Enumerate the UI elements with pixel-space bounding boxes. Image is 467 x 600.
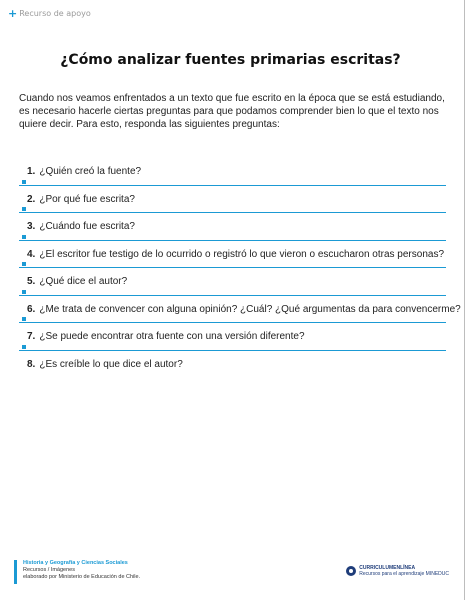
question-row[interactable] xyxy=(19,268,446,296)
question-row[interactable] xyxy=(19,213,446,241)
footer-subject: Historia y Geografía y Ciencias Sociales xyxy=(23,560,128,566)
question-label: ¿Es creíble lo que dice el autor? xyxy=(39,358,183,370)
footer-text xyxy=(23,560,140,584)
question-number: 8. xyxy=(27,358,36,370)
question-text xyxy=(27,276,127,287)
brand-tagline: Recursos para el aprendizaje MINEDUC xyxy=(359,571,449,577)
question-row[interactable] xyxy=(19,158,446,186)
brand-logo[interactable] xyxy=(346,565,449,577)
answer-line-marker xyxy=(22,262,26,266)
curriculum-logo-icon xyxy=(346,566,356,576)
question-text xyxy=(27,166,141,177)
question-row[interactable] xyxy=(19,351,446,379)
page-title: ¿Cómo analizar fuentes primarias escritas? xyxy=(60,52,401,68)
question-list xyxy=(19,158,461,378)
question-text xyxy=(27,221,135,232)
resource-tag-label: Recurso de apoyo xyxy=(19,9,91,18)
answer-line-marker xyxy=(22,180,26,184)
question-text xyxy=(27,249,444,260)
question-number: 5. xyxy=(27,276,36,287)
page-border xyxy=(464,0,465,600)
question-number: 3. xyxy=(27,221,36,232)
question-text xyxy=(27,331,305,342)
question-label: ¿El escritor fue testigo de lo ocurrido o registró lo que vieron o escucharon otras personas? xyxy=(39,248,445,260)
question-label: ¿Cuándo fue escrita? xyxy=(39,221,135,232)
brand-name: CURRICULUMENLÍNEA xyxy=(359,565,416,571)
question-number: 6. xyxy=(27,303,36,315)
intro-paragraph: Cuando nos veamos enfrentados a un texto que fue escrito en la época que se está estudiando, es necesario hacerle ciertas preguntas para que podamos comprender bien lo que el texto nos quiere decir. Para esto, responda las siguientes preguntas: xyxy=(19,93,445,130)
question-label: ¿Por qué fue escrita? xyxy=(39,193,135,205)
question-row[interactable] xyxy=(19,296,461,324)
resource-tag[interactable] xyxy=(8,8,91,19)
footer-credits xyxy=(14,560,140,584)
answer-line-marker xyxy=(22,345,26,349)
brand-text xyxy=(359,565,449,577)
footer-resources: Recursos / Imágenes xyxy=(23,567,75,573)
answer-line-marker xyxy=(22,235,26,239)
question-label: ¿Qué dice el autor? xyxy=(39,276,128,287)
answer-line-marker xyxy=(22,290,26,294)
answer-line-marker xyxy=(22,207,26,211)
question-text xyxy=(27,359,183,370)
footer-accent-bar xyxy=(14,560,17,584)
question-label: ¿Quién creó la fuente? xyxy=(39,166,142,177)
question-row[interactable] xyxy=(19,241,446,269)
question-label: ¿Me trata de convencer con alguna opinión? ¿Cuál? ¿Qué argumentas da para convencerme? xyxy=(39,303,461,315)
question-label: ¿Se puede encontrar otra fuente con una versión diferente? xyxy=(39,331,305,342)
plus-icon: + xyxy=(8,7,18,20)
question-number: 7. xyxy=(27,331,36,342)
question-text xyxy=(27,304,461,315)
answer-line-marker xyxy=(22,317,26,321)
footer-credit: elaborado por Ministerio de Educación de Chile. xyxy=(23,574,141,580)
question-row[interactable] xyxy=(19,323,446,351)
question-number: 2. xyxy=(27,193,36,205)
question-number: 4. xyxy=(27,248,36,260)
question-text xyxy=(27,194,135,205)
question-row[interactable] xyxy=(19,186,446,214)
question-number: 1. xyxy=(27,166,36,177)
